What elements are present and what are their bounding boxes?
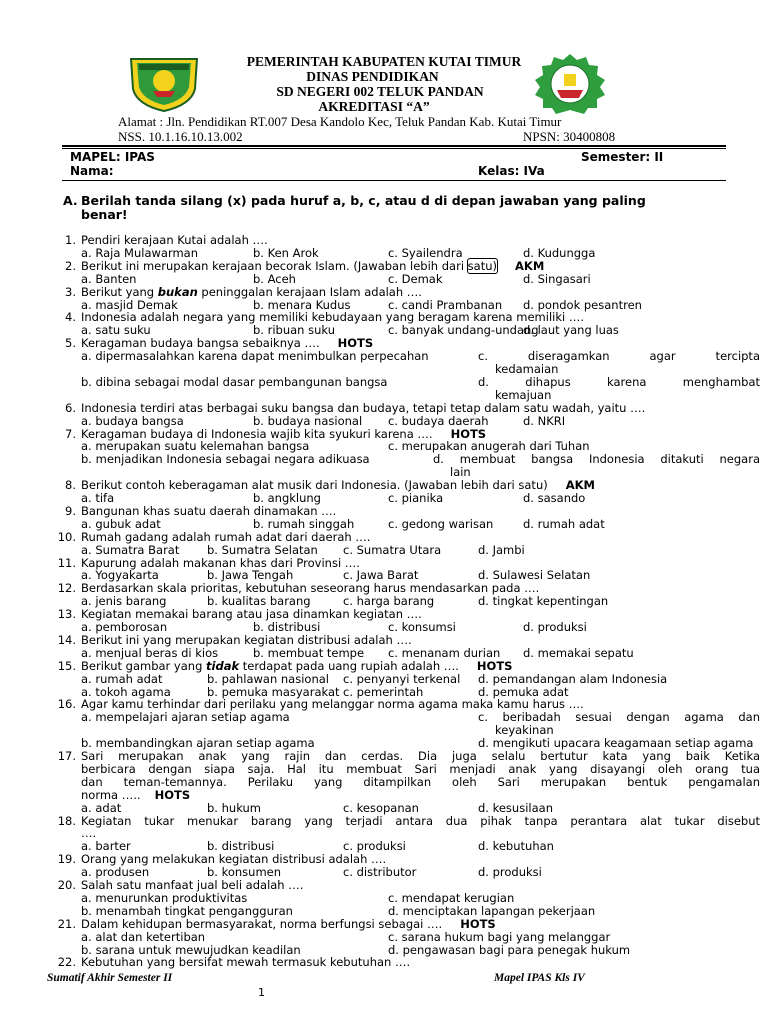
question-text: Pendiri kerajaan Kutai adalah …. — [81, 233, 268, 247]
question-number: 13. — [57, 607, 76, 622]
school-address: Alamat : Jln. Pendidikan RT.007 Desa Kandolo Kec, Teluk Pandan Kab. Kutai Timur — [118, 114, 562, 129]
answer-option: b. distribusi — [253, 620, 321, 634]
answer-option: c. sarana hukum bagi yang melanggar — [388, 929, 611, 944]
meta-rule — [62, 180, 726, 181]
name-label: Nama: — [70, 164, 114, 178]
answer-option: b. menara Kudus — [253, 297, 351, 312]
class-label: Kelas: IVa — [478, 164, 545, 178]
header-school: SD NEGERI 002 TELUK PANDAN — [276, 84, 484, 99]
answer-option: b. kualitas barang — [207, 594, 311, 609]
question-number: 8. — [65, 478, 76, 493]
question-number: 9. — [65, 503, 76, 518]
question-text: Indonesia terdiri atas berbagai suku bangsa dan budaya, tetapi tetap dalam satu wadah, yaitu …. — [81, 400, 646, 415]
answer-option: c. diseragamkan agar tercipta — [478, 349, 760, 364]
answer-option: c. distributor — [343, 865, 417, 880]
answer-option: c. pemerintah — [343, 684, 424, 699]
answer-option: d. pemandangan alam Indonesia — [478, 671, 668, 686]
question-number: 21. — [57, 916, 76, 931]
answer-option: c. kesopanan — [343, 800, 419, 815]
answer-option: b. distribusi — [207, 839, 275, 854]
header-accreditation: AKREDITASI “A” — [318, 99, 430, 114]
question-text: Salah satu manfaat jual beli adalah …. — [81, 878, 304, 892]
question-tag: AKM — [561, 478, 595, 493]
answer-option: a. pemborosan — [81, 620, 168, 634]
instruction-line-1: Berilah tanda silang (x) pada huruf a, b, c, atau d di depan jawaban yang paling — [81, 193, 646, 208]
answer-option: b. menjadikan Indonesia sebagai negara adikuasa — [81, 452, 370, 467]
header-rule-thin — [62, 148, 726, 149]
header-rule-thick — [62, 145, 726, 147]
answer-option: a. alat dan ketertiban — [81, 929, 206, 944]
question-number: 19. — [57, 852, 76, 867]
page-number: 1 — [258, 986, 265, 999]
question-text: Orang yang melakukan kegiatan distribusi adalah …. — [81, 852, 387, 867]
answer-option: d. pemuka adat — [478, 684, 569, 699]
question-tag: AKM — [511, 258, 545, 273]
semester-label: Semester: II — [581, 150, 664, 164]
answer-option: d. membuat bangsa Indonesia ditakuti negara — [433, 452, 760, 467]
answer-option: a. barter — [81, 839, 131, 854]
answer-option: a. gubuk adat — [81, 516, 161, 531]
question-number: 4. — [65, 310, 76, 325]
answer-option: a. mempelajari ajaran setiap agama — [81, 710, 290, 725]
footer-left: Sumatif Akhir Semester II — [47, 972, 173, 984]
answer-option: d. pondok pesantren — [523, 297, 642, 312]
answer-option: b. budaya nasional — [253, 413, 363, 428]
answer-option: d. Singasari — [523, 271, 591, 286]
answer-option: a. adat — [81, 800, 122, 815]
section-letter: A. — [63, 193, 78, 208]
answer-option: b. membuat tempe — [253, 645, 365, 660]
question-text: norma ….. HOTS — [81, 787, 191, 802]
answer-option-continued: kemajuan — [495, 387, 552, 402]
answer-option: d. memakai sepatu — [523, 645, 634, 660]
answer-option: a. jenis barang — [81, 594, 167, 609]
answer-option: d. produksi — [523, 620, 587, 634]
question-tag: HOTS — [446, 426, 487, 441]
question-number: 22. — [57, 955, 76, 970]
answer-option: d. pengawasan bagi para penegak hukum — [388, 942, 631, 957]
question-tag: HOTS — [472, 658, 513, 673]
answer-option: d. kebutuhan — [478, 839, 554, 854]
answer-option: b. pemuka masyarakat — [207, 684, 340, 699]
answer-option: b. Aceh — [253, 271, 296, 286]
question-text: Berikut contoh keberagaman alat musik dari Indonesia. (Jawaban lebih dari satu) AKM — [81, 478, 595, 493]
answer-option: c. Demak — [388, 271, 443, 286]
question-number: 18. — [57, 813, 76, 828]
answer-option: d. dihapus karena menghambat — [478, 374, 760, 389]
question-number: 2. — [65, 258, 76, 273]
question-number: 15. — [57, 658, 76, 673]
question-tag: HOTS — [154, 787, 191, 802]
question-text: Berikut yang bukan peninggalan kerajaan Islam adalah …. — [81, 284, 422, 299]
school-nss: NSS. 10.1.16.10.13.002 — [118, 129, 243, 144]
answer-option: a. merupakan suatu kelemahan bangsa — [81, 439, 310, 454]
answer-option: c. penyanyi terkenal — [343, 671, 461, 686]
answer-option: b. Jawa Tengah — [207, 568, 294, 583]
question-number: 20. — [57, 878, 76, 892]
footer-right: Mapel IPAS Kls IV — [494, 972, 585, 984]
question-text: Berikut ini yang merupakan kegiatan distribusi adalah …. — [81, 632, 412, 647]
answer-option: a. menjual beras di kios — [81, 645, 219, 660]
question-number: 17. — [57, 749, 76, 763]
question-number: 11. — [57, 555, 76, 570]
answer-option: d. tingkat kepentingan — [478, 594, 609, 609]
question-text: Agar kamu terhindar dari perilaku yang melanggar norma agama maka kamu harus …. — [81, 697, 584, 712]
answer-option-continued: keyakinan — [495, 723, 554, 738]
question-number: 3. — [65, 284, 76, 299]
school-npsn: NPSN: 30400808 — [523, 129, 616, 144]
answer-option: a. Sumatra Barat — [81, 542, 180, 557]
question-number: 1. — [65, 233, 76, 247]
answer-option: c. harga barang — [343, 594, 435, 609]
question-number: 7. — [65, 426, 76, 441]
answer-option: a. tokoh agama — [81, 684, 171, 699]
instruction-line-2: benar! — [81, 207, 128, 222]
answer-option: a. rumah adat — [81, 671, 163, 686]
answer-option: a. Yogyakarta — [81, 568, 159, 583]
answer-option: d. produksi — [478, 865, 542, 880]
answer-option: b. dibina sebagai modal dasar pembangunan bangsa — [81, 374, 388, 389]
answer-option: c. konsumsi — [388, 620, 456, 634]
question-number: 5. — [65, 336, 76, 351]
question-text: Dalam kehidupan bermasyarakat, norma berfungsi sebagai …. HOTS — [81, 916, 496, 931]
question-tag: HOTS — [333, 336, 374, 351]
answer-option: c. merupakan anugerah dari Tuhan — [388, 439, 590, 454]
question-text: Keragaman budaya bangsa sebaiknya …. HOTS — [81, 336, 374, 351]
answer-option: a. dipermasalahkan karena dapat menimbulkan perpecahan — [81, 349, 429, 364]
answer-option: c. gedong warisan — [388, 516, 494, 531]
question-text: Indonesia adalah negara yang memiliki kebudayaan yang beragam karena memiliki …. — [81, 310, 584, 325]
answer-option: d. Kudungga — [523, 245, 596, 260]
answer-option: b. Ken Arok — [253, 245, 319, 260]
header-office: DINAS PENDIDIKAN — [306, 69, 439, 84]
question-number: 16. — [57, 697, 76, 712]
question-number: 14. — [57, 632, 76, 647]
answer-option: c. pianika — [388, 491, 444, 505]
answer-option: d. menciptakan lapangan pekerjaan — [388, 903, 596, 918]
answer-option: c. beribadah sesuai dengan agama dan — [478, 710, 760, 725]
question-text: Kegiatan tukar menukar barang yang terjadi antara dua pihak tanpa perantara alat tukar disebut — [81, 813, 760, 828]
question-text: Keragaman budaya di Indonesia wajib kita syukuri karena …. HOTS — [81, 426, 487, 441]
answer-option: b. pahlawan nasional — [207, 671, 329, 686]
question-text: Berdasarkan skala prioritas, kebutuhan seseorang harus mendasarkan pada …. — [81, 581, 540, 596]
answer-option: d. laut yang luas — [523, 323, 619, 338]
answer-option: c. mendapat kerugian — [388, 890, 515, 905]
answer-option: d. mengikuti upacara keagamaan setiap agama — [478, 736, 754, 751]
answer-option: c. Sumatra Utara — [343, 542, 442, 557]
answer-option: d. Jambi — [478, 542, 525, 557]
answer-option: d. Sulawesi Selatan — [478, 568, 591, 583]
answer-option-continued: kedamaian — [495, 362, 559, 376]
answer-option: a. menurunkan produktivitas — [81, 890, 248, 905]
answer-option: b. sarana untuk mewujudkan keadilan — [81, 942, 301, 957]
header-government: PEMERINTAH KABUPATEN KUTAI TIMUR — [246, 54, 522, 69]
question-text: …. — [81, 826, 97, 841]
question-text: Sari merupakan anak yang rajin dan cerdas. Dia juga selalu bertutur kata yang baik Ketika — [81, 749, 760, 763]
answer-option: c. Syailendra — [388, 245, 463, 260]
answer-option: b. angklung — [253, 491, 321, 505]
answer-option: b. membandingkan ajaran setiap agama — [81, 736, 315, 751]
answer-option: d. sasando — [523, 491, 586, 505]
answer-option: a. tifa — [81, 491, 115, 505]
answer-option: c. produksi — [343, 839, 406, 854]
answer-option: d. kesusilaan — [478, 800, 553, 815]
answer-option: c. budaya daerah — [388, 413, 489, 428]
question-text: Berikut ini merupakan kerajaan becorak Islam. (Jawaban lebih dari satu) AKM — [81, 258, 545, 273]
question-text: Bangunan khas suatu daerah dinamakan …. — [81, 503, 337, 518]
question-text: Kegiatan memakai barang atau jasa dinamkan kegiatan …. — [81, 607, 422, 622]
answer-option: b. Sumatra Selatan — [207, 542, 318, 557]
answer-option: c. Jawa Barat — [343, 568, 419, 583]
question-text: Kapurung adalah makanan khas dari Provinsi …. — [81, 555, 360, 570]
answer-option: a. satu suku — [81, 323, 151, 338]
answer-option: c. banyak undang-undang — [388, 323, 539, 338]
answer-option: a. Banten — [81, 271, 137, 286]
answer-option: b. menambah tingkat pengangguran — [81, 903, 293, 918]
question-text: berbicara dengan siapa saja. Hal itu membuat Sari menjadi anak yang disayangi oleh orang tua — [81, 761, 760, 776]
answer-option: a. produsen — [81, 865, 150, 880]
answer-option: a. budaya bangsa — [81, 413, 184, 428]
answer-option: d. NKRI — [523, 413, 566, 428]
question-number: 12. — [57, 581, 76, 596]
answer-option: a. masjid Demak — [81, 297, 178, 312]
answer-option: b. ribuan suku — [253, 323, 335, 338]
question-text: dan teman-temannya. Perilaku yang ditampilkan oleh Sari merupakan bentuk pengamalan — [81, 774, 760, 789]
subject-label: MAPEL: IPAS — [70, 150, 155, 164]
answer-option: a. Raja Mulawarman — [81, 245, 199, 260]
question-number: 6. — [65, 400, 76, 415]
answer-option: c. menanam durian — [388, 645, 501, 660]
answer-option: b. hukum — [207, 800, 261, 815]
answer-option: d. rumah adat — [523, 516, 605, 531]
question-text: Kebutuhan yang bersifat mewah termasuk kebutuhan …. — [81, 955, 411, 970]
answer-option: b. konsumen — [207, 865, 282, 880]
question-number: 10. — [57, 529, 76, 544]
answer-option: b. rumah singgah — [253, 516, 355, 531]
question-text: Berikut gambar yang tidak terdapat pada uang rupiah adalah …. HOTS — [81, 658, 513, 673]
answer-option: c. candi Prambanan — [388, 297, 503, 312]
question-text: Rumah gadang adalah rumah adat dari daerah …. — [81, 529, 371, 544]
question-tag: HOTS — [456, 916, 496, 931]
answer-option-continued: lain — [450, 465, 471, 480]
